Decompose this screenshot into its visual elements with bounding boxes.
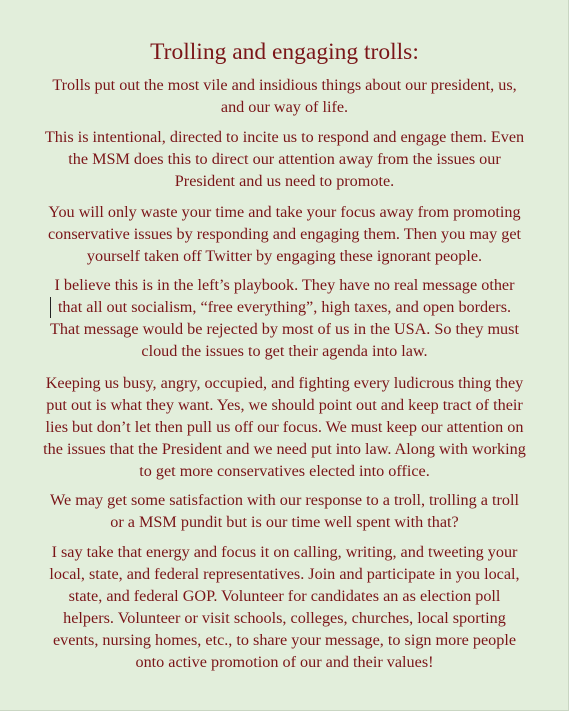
text-line: We may get some satisfaction with our response to a troll, trolling a troll	[50, 491, 519, 509]
paragraph-3	[20, 201, 549, 267]
text-line: state, and federal GOP. Volunteer for candidates an as election poll	[68, 587, 501, 605]
text-line: I believe this is in the left’s playbook. They have no real message other	[54, 276, 515, 294]
paragraph-4	[20, 274, 549, 362]
paragraph-7	[20, 541, 549, 673]
text-line: local, state, and federal representatives. Join and participate in you local,	[49, 565, 520, 583]
text-cursor	[50, 297, 51, 318]
text-line: You will only waste your time and take your focus away from promoting	[48, 203, 521, 221]
text-line: I say take that energy and focus it on calling, writing, and tweeting your	[51, 543, 518, 561]
text-line: to get more conservatives elected into office.	[139, 462, 430, 480]
text-line: Keeping us busy, angry, occupied, and fighting every ludicrous thing they	[45, 374, 524, 392]
text-line: conservative issues by responding and engaging them. Then you may get	[47, 225, 522, 243]
paragraph-1	[20, 74, 549, 118]
paragraph-2	[20, 126, 549, 192]
text-line: President and us need to promote.	[174, 172, 395, 190]
text-line: This is intentional, directed to incite us to respond and engage them. Even	[44, 128, 525, 146]
text-line: yourself taken off Twitter by engaging these ignorant people.	[86, 247, 483, 265]
text-line: helpers. Volunteer or visit schools, colleges, churches, local sporting	[63, 609, 506, 627]
text-line: or a MSM pundit but is our time well spent with that?	[110, 513, 459, 531]
text-line: that all out socialism, “free everything”, high taxes, and open borders.	[57, 298, 512, 316]
text-line: events, nursing homes, etc., to share your message, to sign more people	[52, 631, 517, 649]
paragraph-6	[20, 489, 549, 533]
text-line: cloud the issues to get their agenda into law.	[141, 342, 428, 360]
document-title: Trolling and engaging trolls:	[150, 39, 419, 65]
text-line: the MSM does this to direct our attention away from the issues our	[68, 150, 501, 168]
text-line: lies but don’t let then pull us off our focus. We must keep our attention on	[45, 418, 524, 436]
text-line: put out is what they want. Yes, we should point out and keep tract of their	[46, 396, 523, 414]
paragraph-5	[20, 372, 549, 482]
text-line: That message would be rejected by most of us in the USA. So they must	[50, 320, 519, 338]
text-line: onto active promotion of our and their values!	[135, 653, 434, 671]
text-line: the issues that the President and we need put into law. Along with working	[43, 440, 526, 458]
text-line: and our way of life.	[220, 98, 349, 116]
text-line: Trolls put out the most vile and insidious things about our president, us,	[52, 76, 517, 94]
